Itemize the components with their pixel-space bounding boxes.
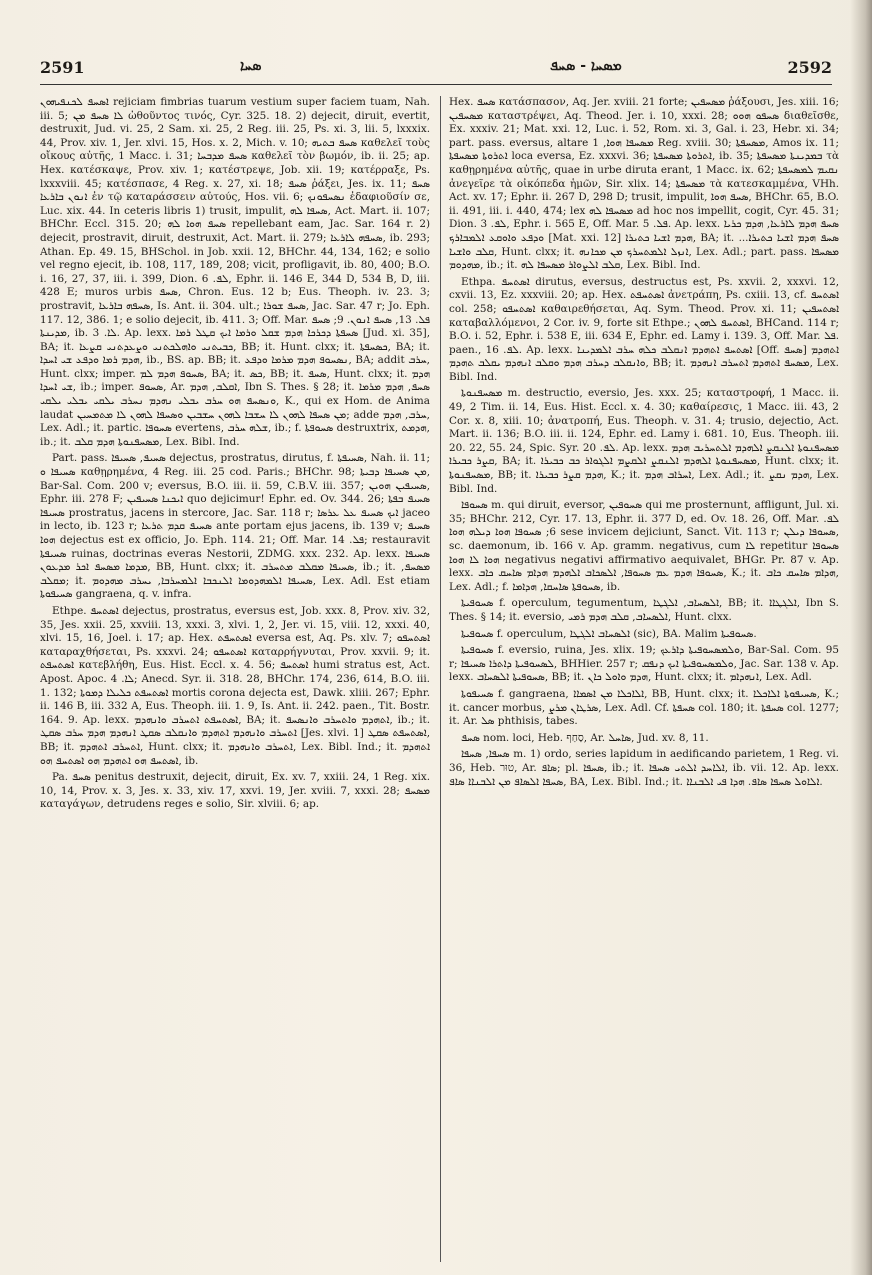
entry-paragraph: Ethpa. ܐܣܬܚܦ dirutus, eversus, destructus est, Ps. xxvii. 2, xxxvi. 12, cxvii. 13, Ez. xxxviii. 20; ap. Hex. ܐܣܬܚܦܬ ἀνετράπη, Ps. cxiii. 13, cf. ܐܣܬܚܦ col. 258; ܐܣܬܚܦܘ καθαιρεθήσεται, Aq. Sym. Theod. Prov. xi. 11; ܐܣܬܚܦܝܢ καταβαλλόμενοι, 2 Cor. iv. 9, forte sit Ethpe.; ܐܣܬܚܦ ܠܗܘܢ, BHCand. 114 r; B.O. i. 52, Ephr. i. 538 E, iii. 634 E, Ephr. ed. Lamy i. 139. 3, Off. Mar. ܦܠ. paen., ܠܦ. 16. Ap. lexx. ܐܣܬܚܦ ܐܬܗܕܡ ܐܢܩܠܒ ܟܠܗ ܚܪܒ ܐܠܡܕܝܢܐ [Off. ܣܚܦ] ܐܬܗܕܡ ܘܐܢܩܠܒ ܕܚܪܒ ܗܕܡ ܘܩܠܒ ܐܢܗܕܡ ܝܩܠܒ ܬܗܕܡ, BB; it. ܡܣܚܦ ܐܬܗܕܡ ܐܬܚܪܒ ܐܢܗܕܡ, Lex. Bibl. Ind. [449, 275, 839, 383]
book-binding-shadow [850, 0, 872, 1275]
header-rule [40, 84, 832, 85]
page-header [40, 58, 832, 80]
entry-paragraph: Hex. ܣܚܦ κατάσπασον, Aq. Jer. xviii. 21 forte; ܡܣܚܦܝܢ ῥάξουσι, Jes. xiii. 16; ܡܣܚܦܝܢ καταστρέψει, Aq. Theod. Jer. i. 10, xxxi. 28; ܣܚܦܘ ܗܘܘ διαθεῖσθε, Ex. xxxiv. 21; Mat. xxi. 12, Luc. i. 52, Rom. xi. 3, Gal. i. 23, Hebr. xi. 34; part. pass. eversus, altare ܡܣܚܦܐ ܗܘܐ, 1 Reg. xviii. 30; ܡܣܚܦܬܐ, Amos ix. 11; ܐܬܪܘܬܐ ܡܣܚܦܬܐ loca eversa, Ez. xxxvi. 36; ܐܬܪܘܬܐ ܡܣܚܦܬܐ, ib. 35; ܒܡܕܝܢܬܐ ܡܣܚܦܬܐ τὰ καθῃρημένα αὐτῆς, quae in urbe diruta erant, 1 Macc. ix. 62; ܢܩܝܡ ܠܡܣܚܦܬܐ ἀνεγεῖρε τὰ οἰκόπεδα ἡμῶν, Sir. xlix. 14; ܡܣܚܦܬܐ τὰ κατεσκαμμένα, VHh. Act. xv. 17; Ephr. ii. 267 D, 298 D; trusit, impulit, ܣܚܦ ܗܘܐ, BHChr. 65, B.O. ii. 491, iii. i. 440, 474; lex ܡܣܚܦܐ ܠܗ ad hoc nos impellit, cogit, Cyr. 45. 31; Dion. ܠܦ. 3, Ephr. i. 565 E, Off. Mar. ܦܠ. 5. Ap. lexx. ܣܚܦ ܗܕܡ ܠܐܪܥܐ, ܗܕܡ ܟܪܝܐ ܘܕܦܥ ܘܐܘܩܥ ܐܠܡܒܐܪܟ [Mat. xxi. 12] ܗܕܡ ܐܫܝܐ ܟܬܝܪܐ, BA; it. ܣܚܦ ܗܕܡ ܐܫܝܐ ܟܬܝܪܐ... ܩܠܒ ܘܐܫܝܐ, Hunt. clxx; it. ܐܢܙܠ ܐܠܡܬܚܪܟ ܡܢ ܡܟܐܢܗ, Lex. Adl.; part. pass. ܡܣܚܦܐ ܡܗܕܘܡ, ib.; it. ܩܠܒ ܐܠܨܘܐܪ ܡܣܚܦܐ ܠܗ, Lex. Bibl. Ind. [449, 96, 839, 272]
column-divider [440, 96, 441, 1262]
entry-paragraph: Part. pass. ܣܚܝܦ, ܣܚܝܦܐ dejectus, prostratus, dirutus, f. ܣܚܝܦܬܐ, Nah. ii. 11; ܣܚܝܦܐ ܘ καθῃρημένα, 4 Reg. iii. 25 cod. Paris.; BHChr. 98; ܡܢ ܣܚܝܦܐ ܕܒܝܬܐ, Bar-Sal. Com. 200 v; eversus, B.O. iii. ii. 59, C.B.V. iii. 357; ܣܚܝܦܝܢ ܗܘܝܢ, Ephr. iii. 278 F; ܐܝܟܢܐ ܣܚܝܦܝܢ quo dejicimur! Ephr. ed. Ov. 344. 26; ܣܚܝܦ ܒܦܬܐ ܣܚܝܦܐ prostratus, jacens in stercore, Jac. Sar. 118 r; ܐܝܟ ܣܚܝܦ ܥܠ ܥܪܣܐ jaceo in lecto, ib. 123 r; ܣܚܝܦ ܩܕܡ ܬܪܥܐ ante portam ejus jacens, ib. 139 v; ܣܚܝܦ ܗܘܐ dejectus est ex officio, Jo. Eph. 114. 21; Off. Mar. ܦܠ. 14; restauravit ܣܚܝܦܬܐ ruinas, doctrinas everas Nestorii, ZDMG. xxx. 232. Ap. lexx. ܣܚܝܦܐ ܡܕܡܐ ܡܣܚܦ ܐܟܪ ܡܕܥܘܢ, BB, Hunt. clxx; it. ܣܚܝܦܐ ܡܩܠܒ ܡܬܚܪܒ, ib.; it. ܡܣܚܦ, ܡܩܠܒ; it. ܣܚܝܦܐ ܐܠܡܗܕܘܡܐ ܐܠܢܟܒܐ ܐܠܡܚܪܒܐ, ܝܚܪܒ ܡܗܕܘܡ, Lex. Adl. Est etiam ܣܚܝܦܘܬܐ gangraena, q. v. infra. [40, 452, 430, 601]
running-head-right: ܡܣܚܐ - ܣܚܦ [550, 58, 622, 74]
entry-paragraph: ܣܚܘܦܝܬܐ f. eversio, ruina, Jes. xlix. 19; ܘܠܡܣܚܘܦܝܬܐ ܕܐܪܥܟ, Bar-Sal. Com. 95 r; ܠܣܚܘܦܝܬܐ ܕܐܬܪܐ ܣܚܝܦܐ, BHHier. 257 r; ܘܠܡܣܚܘܦܝܬܐ ܐܝܟ ܕܢܦܩ, Jac. Sar. 138 v. Ap. lexx. ܣܚܘܦܝܬܐ ܐܠܣܚܐܒ, BB; it. ܗܕܡ ܘܐܘܠ ܟܐܢ, Hunt. clxx; it. ܐܢܗܕܐܡ, Lex. Adl. [449, 644, 839, 684]
running-head-left: ܣܚܐ [240, 58, 262, 74]
entry-paragraph: ܣܚܦܐ, ܣܚܦܐ m. 1) ordo, series lapidum in aedificando parietem, 1 Reg. vi. 36, Heb. טוּר, Ar. ܣܐܦ; pl. ܣܚܦܐ, ib.; it. ܐܠܐܚܕ ܐܠܬܝ ܣܚܦܐ, ib. vii. 12. Ap. lexx. ܣܚܦܐ ܐܠܣܐܦ ܡܢ ܐܠܒܢܐܐ ܣܐܦ, BA, Lex. Bibl. Ind.; it. ܐܠܐܘܠ ܣܚܦܐ ܣܐܦ. ܗܕܐ ܦܝ ܐܠܒܢܐܐ. [449, 748, 839, 788]
entry-paragraph: Ethpe. ܐܣܬܚܦ dejectus, prostratus, eversus est, Job. xxx. 8, Prov. xiv. 32, 35, Jes. xxii. 25, xxviii. 13, xxxi. 3, xlvi. 1, 2, Jer. vi. 15, viii. 12, xxxi. 40, xlvi. 15, 16, Joel. i. 17; ap. Hex. ܐܣܬܚܦܬ eversa est, Aq. Ps. xlv. 7; ܐܣܬܚܦܘ καταραχθήσεται, Ps. xxxvi. 24; ܐܣܬܚܦܘ καταρρήγνυται, Prov. xxvii. 9; it. ܐܣܬܚܦܬ κατεβλήθη, Eus. Hist. Eccl. x. 4. 56; ܐܣܬܚܦ humi stratus est, Act. Apost. Apoc. ܠܐ. 4; Anecd. Syr. ii. 318. 28, BHChr. 174, 236, 614, B.O. iii. 1. 132; ܐܣܬܚܦܬ ܟܠܝܠܐ ܕܡܘܬܐ mortis corona dejecta est, Dawk. xliii. 267; Ephr. ii. 146 B, iii. 332 A, Eus. Theoph. iii. 1. 9, Is. Ant. ii. 242. paen., Tit. Bostr. 164. 9. Ap. lexx. ܐܣܬܚܦܬ ܐܬܚܪܒ ܘܐܢܗܕܡ, BA; it. ܐܬܗܕܡ ܘܐܬܚܪܒ ܘܐܢܣܚܦ, ib.; it. ܐܬܚܪܒ ܘܐܢܗܕܡ ܐܬܗܕܡ ܘܐܢܩܠܒ ܣܩܛ ܐܢܗܕܡ ܗܕܡ ܚܪܒ ܣܩܛ [Jes. xlvi. 1] ܐܣܬܚܦܬ ܣܩܛ, BB; it. ܐܬܚܪܒ ܐܬܗܕܡ, Hunt. clxx; it. ܐܬܚܪܒ ܘܐܢܗܕܡ, Lex. Bibl. Ind.; it. ܐܬܗܕܡ ܐܣܬܚܦ ܗܘ ܐܬܗܕܡ ܗܘ ܐܣܬܚܦ ܗܘ, ib. [40, 604, 430, 767]
entry-paragraph: ܐܣܚܦ ܠܟܢܦܝܗܘܢ rejiciam fimbrias tuarum vestium super faciem tuam, Nah. iii. 5; ܠܐ ܣܚܦ ܡܢ ὠθοῦντος τινός, Cyr. 325. 18. 2) dejecit, diruit, evertit, destruxit, Jud. vi. 25, 2 Sam. xi. 25, 2 Reg. iii. 25, Ps. xi. 3, lii. 5, lxxxix. 44, Prov. xiv. 1, Jer. xlvi. 15, Hos. x. 2, Mich. v. 10; ܣܚܦ ܒܬܝܗ καθελεῖ τοὺς οἴκους αὐτῆς, 1 Macc. i. 31; ܣܚܦ ܡܕܒܚܐ καθελεῖ τὸν βωμόν, ib. ii. 25; ap. Hex. κατέσκαψε, Prov. xiv. 1; κατέστρεψε, Job. xii. 19; κατέρραξε, Ps. lxxxviii. 45; κατέσπασε, 4 Reg. x. 27, xi. 18; ܣܚܦ ῥάξει, Jes. ix. 11; ܣܚܦ ܐܢܘܢ ܒܐܪܥܐ ἐν τῷ καταράσσειν αὐτούς, Hos. vii. 6; ܢܣܚܦܘܢܟ ἐδαφιοῦσίν σε, Luc. xix. 44. In ceteris libris 1) trusit, impulit, ܣܚܦܐ ܠܗ, Act. Mart. ii. 107; BHChr. Eccl. 315. 20; ܣܚܦ ܗܘܐ ܠܗ repellebant eam, Jac. Sar. 164 r. 2) dejecit, prostravit, diruit, destruxit, Act. Mart. ii. 279; ܣܚܦܗ ܠܐܪܥܐ, ib. 293; Athan. Ep. 49. 15, BHSchol. in Job. xxii. 12, BHChr. 44, 134, 162; e solio vel regno ejecit, ib. 108, 117, 189, 208; vicit, profligavit, ib. 80, 400; B.O. i. 16, 27, 37, iii. i. 399, Dion. ܠܦ. 6, Ephr. ii. 146 E, 344 D, 534 B, D, iii. 428 E; muros urbis ܣܚܦ, Chron. Eus. 12 b; Eus. Theoph. iv. 23. 3; prostravit, ܣܚܦܗ ܒܐܪܥܐ, Is. Ant. ii. 304. ult.; ܣܚܦ ܫܘܪܐ, Jac. Sar. 47 r; Jo. Eph. 117. 12, 386. 1; e solio dejecit, ib. 411. 3; Off. Mar. ܦܠ. 13, ܣܚܦ ܐܢܘܢ. 9; ܣܚܦ ܡܕܝܢܬܐ, ib. ܠܐ. 3. Ap. lexx. ܣܚܦܬܐ ܕܟܪܟܐ ܗܕܡ ܫܩܠ ܘܪܡܐ ܐܝܟ ܩܛܠ ܪܡܐ [Jud. xi. 35], BA; it. ܟܒܝܬܢܝ ܘܐܗܠܟܬܢܝ ܘܨܥܕܬܢܝ ܩܨܥܐ, BB; it. Hunt. clxx; it. ܟܣܚܦܬܐ, BA; it. ܗܕܡ ܪܡܐ ܘܕܦܥ ܫܝ ܐܚܕܐ, ib., BS. ap. BB; it. ܢܣܚܘܦ ܗܕܡ ܡܪܡܐ ܘܕܦܥ, BA; addit ܚܪܒ, Hunt. clxx; imper. ܣܚܘܦ ܗܕܡ ܠܡ, BA; it. ܟܣ, BB; it. ܣܚܦ, Hunt. clxx; it. ܗܕܡ ܫܝ ܐܚܕܐ, ib.; imper. ܣܚܘܦ, Ar. ܐܩܠܒ, ܗܕܡ, Ibn S. Thes. § 28; it. ܣܚܦ, ܗܕܡ ܡܪܡܐ ܘܢܣܚܦ ܗܘ ܚܪܒ ܝܒܠܝ ܢܗܕܡ ܢܚܪܒ ܝܠܩܝ ܝܒܠܝ ܝܠܩܝ, K., qui ex Hom. de Anima laudat ܡܢ ܣܚܦܐ ܠܗܘܢ ܠܐ ܚܫܒܐ ܠܗܘܢ ܚܫܒܝܢ ܘܣܚܦܐ ܠܗܘܢ ܠܐ ܡܬܡܚܝܢ; adde ܚܪܒ, ܗܕܡ, Lex. Adl.; it. partic. ܣܚܘܦܐ evertens, ܫܠܗ ܚܪܒ, ib.; f. ܣܚܘܦܬܐ destruxtrix, ܗܕܡܬ, ib.; it. ܡܣܚܦܢܘܬܐ ܗܕܡ ܩܠܒ, Lex. Bibl. Ind. [40, 96, 430, 448]
entry-paragraph: ܣܚܝܦܘܬܐ f. gangraena, ܐܠܐܟܠܐ ܡܢ ܐܣܡܐܐ, BB, Hunt. clxx; it. ܣܚܝܦܘܬܐ ܐܠܐܟܠܐ, K.; it. cancer morbus, ܣܪܛܐܢ ܡܪܨ, Lex. Adl. Cf. ܣܚܦܬܐ col. 180; it. ܣܚܦܬܐ col. 1277; it. Ar. ܣܠ phthisis, tabes. [449, 687, 839, 728]
page-number-right: 2592 [787, 58, 832, 77]
entry-paragraph: ܣܚܘܦܝܬܐ f. operculum, ܐܠܣܚܐܒ ܐܠܓܛܐ (sic), BA. Malim ܣܚܘܦܝܬܐ. [461, 627, 757, 640]
entry-paragraph: ܣܚܘܦܐ m. qui diruit, eversor, ܣܚܘܦܝܢ qui me prosternunt, affligunt, Jul. xi. 35; BHChr. 212, Cyr. 17. 13, Ephr. ii. 377 D, ed. Ov. 18. 26, Off. Mar. ܠܦ. 6; ܣܚܘܦܐ ܗܘܐ ܕܝܠܗ ܗܘܐ sese invicem dejiciunt, Sanct. Vit. 113 r; ܣܚܘܦܐ ܕܝܠܢ, sc. daemonum, ib. 166 v. Ap. gramm. negativus, cum ܠܐ repetitur ܣܚܘܦܐ ܗܘܐ ܠܐ ܗܘܐ negativus negativi affirmativo aequivalet, BHGr. Pr. 87 v. Ap. lexx. ܣܚܘܦܐ ܗܕܡ ܥܡ ܣܚܘܦܐ, ܐܠܣܟܐܒ ܐܠܗܕܡ ܗܕܐܡ ܣܐܚܩ ܟܐܒ, K.; it. ܗܕܐܡ ܣܐܚܩ ܟܐܒ, Lex. Adl.; f. ܣܚܘܦܬܐ ܣܐܚܩܐ, ܗܕܐܡܐ, ib. [449, 499, 839, 593]
right-column [449, 96, 839, 1266]
entry-paragraph: Pa. ܣܚܦ penitus destruxit, dejecit, diruit, Ex. xv. 7, xxiii. 24, 1 Reg. xix. 10, 14, Prov. x. 3, Jes. x. 33, xiv. 17, xxvi. 19, Jer. xviii. 7, xxxi. 28; ܡܣܚܦ καταγάγων, detrudens reges e solio, Sir. xlviii. 6; ap. [40, 771, 430, 811]
entry-paragraph: ܣܚܦ nom. loci, Heb. סַחַף, Ar. ܣܐܚܠ, Jud. xv. 8, 11. [461, 731, 709, 744]
entry-paragraph: ܡܣܚܦܢܘܬܐ m. destructio, eversio, Jes. xxx. 25; καταστροφή, 1 Macc. ii. 49, 2 Tim. ii. 14, Eus. Hist. Eccl. x. 4. 30; καθαίρεσις, 1 Macc. iii. 43, 2 Cor. x. 8, xiii. 10; ἀνατροπή, Eus. Theoph. v. 31. 4; trusio, dejectio, Act. Mart. ii. 136; B.O. iii. ii. 124, Ephr. ed. Lamy i. 681. 10, Eus. Theoph. iii. 20. 22, 55. 24, Spic. Syr. ܠܦ. 20. Ap. lexx. ܡܣܚܦܢܘܬܐ ܐܠܢܩܨ ܐܠܗܕܡ ܐܠܬܚܪܝܒ ܗܕܡ ܩܨܪ ܟܒܝܪܐ, BA; it. ܡܣܚܦܢܘܬܐ ܐܠܗܕܡ ܐܠܢܩܨ ܐܠܩܨܡ ܐܠܓܘܐܪ ܟܒ ܟܒܝܪܐ, Hunt. clxx; it. ܡܣܚܦܢܘܬܐ, BB; it. ܗܕܡ ܩܨܪ ܟܒܝܪܐ, K.; it. ܐܚܪܐܒ ܗܕܡ, Lex. Adl.; it. ܗܕܡ ܢܩܨ, Lex. Bibl. Ind. [449, 387, 839, 495]
left-column [40, 96, 430, 1266]
page-number-left: 2591 [40, 58, 85, 77]
entry-paragraph: ܣܚܘܦܝܬܐ f. operculum, tegumentum, ܐܠܣܚܐܒ, ܐܠܓܛܐ, BB; it. ܐܠܓܛܐܐ, Ibn S. Thes. § 14; it. eversio, ܐܠܣܚܐܒ, ܩܠܒ ܗܕܡ ܪܡܝ, Hunt. clxx. [449, 597, 839, 623]
